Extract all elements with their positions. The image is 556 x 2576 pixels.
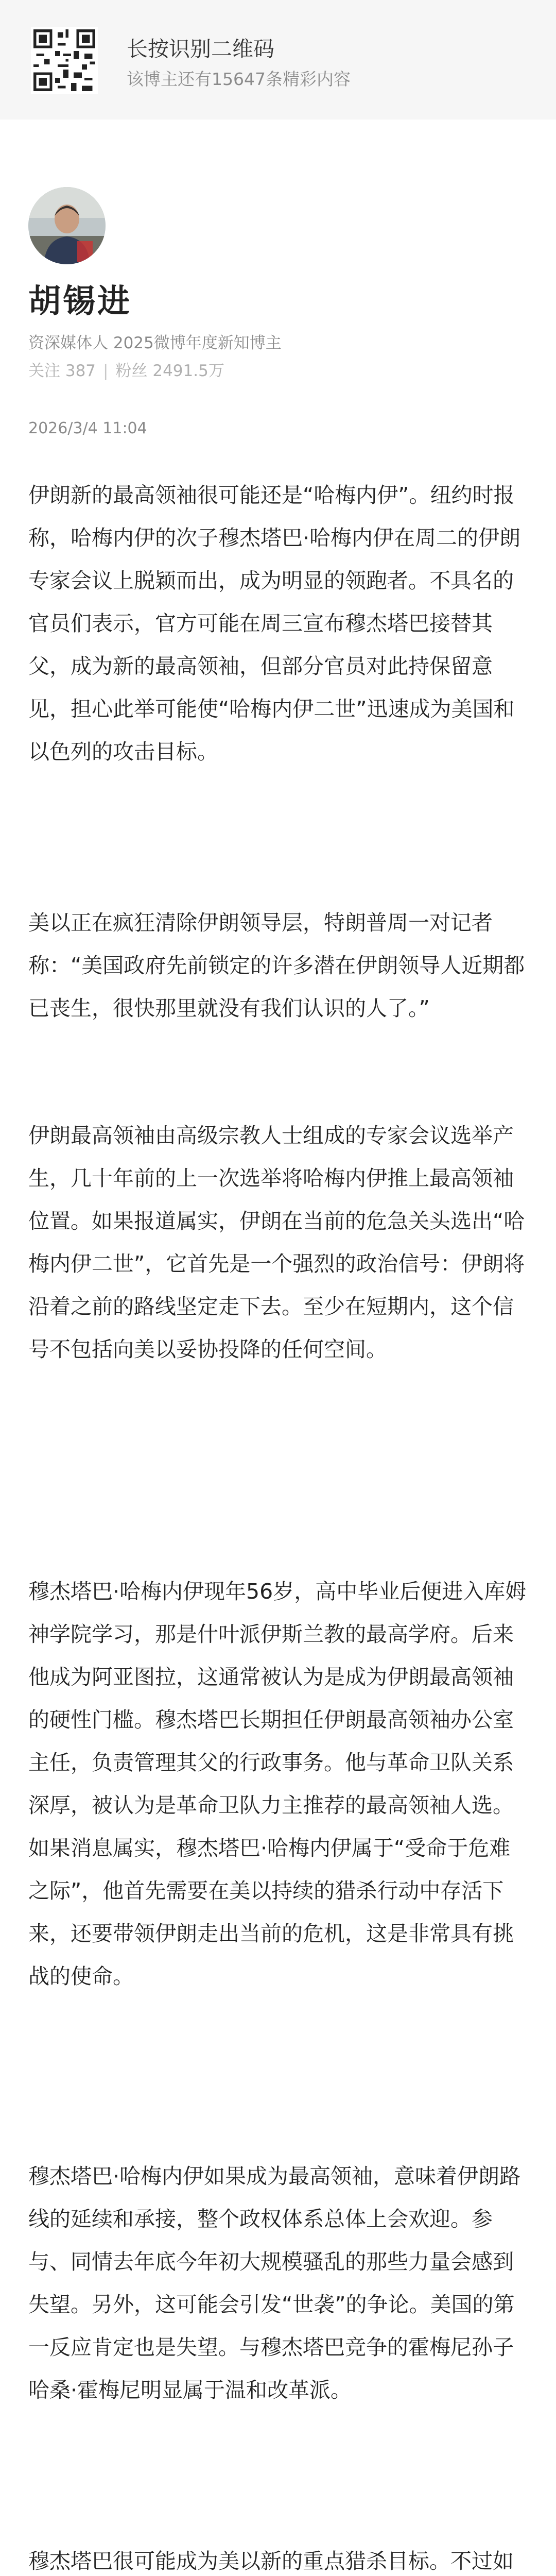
avatar[interactable] <box>28 187 106 264</box>
post-paragraph-2: 美以正在疯狂清除伊朗领导层，特朗普周一对记者称：“美国政府先前锁定的许多潜在伊朗领导人近期都已丧生，很快那里就没有我们认识的人了。” <box>28 910 525 1021</box>
qr-code-icon[interactable] <box>31 27 98 94</box>
post-paragraph-3: 伊朗最高领袖由高级宗教人士组成的专家会议选举产生，几十年前的上一次选举将哈梅内伊推上最高领袖位置。如果报道属实，伊朗在当前的危急关头选出“哈梅内伊二世”，它首先是一个强烈的政治信号：伊朗将沿着之前的路线坚定走下去。至少在短期内，这个信号不包括向美以妥协投降的任何空间。 <box>28 1123 525 1362</box>
post-paragraph-5: 穆杰塔巴·哈梅内伊如果成为最高领袖，意味着伊朗路线的延续和承接，整个政权体系总体上会欢迎。参与、同情去年底今年初大规模骚乱的那些力量会感到失望。另外，这可能会引发“世袭”的争论。美国的第一反应肯定也是失望。与穆杰塔巴竞争的霍梅尼孙子哈桑·霍梅尼明显属于温和改革派。 <box>28 2164 521 2402</box>
follow-label: 关注 <box>28 362 60 380</box>
author-tags: 资深媒体人 2025微博年度新知博主 <box>28 334 282 352</box>
banner-title: 长按识别二维码 <box>127 37 274 61</box>
author-stats: 关注 387 | 粉丝 2491.5万 <box>28 362 224 380</box>
post-date: 2026/3/4 11:04 <box>28 419 147 437</box>
post-paragraph-4: 穆杰塔巴·哈梅内伊现年56岁，高中毕业后便进入库姆神学院学习，那是什叶派伊斯兰教的最高学府。后来他成为阿亚图拉，这通常被认为是成为伊朗最高领袖的硬性门槛。穆杰塔巴长期担任伊朗最高领袖办公室主任，负责管理其父的行政事务。他与革命卫队关系深厚，被认为是革命卫队力主推荐的最高领袖人选。如果消息属实，穆杰塔巴·哈梅内伊属于“受命于危难之际”，他首先需要在美以持续的猎杀行动中存活下来，还要带领伊朗走出当前的危机，这是非常具有挑战的使命。 <box>28 1579 527 1989</box>
post-paragraph-1: 伊朗新的最高领袖很可能还是“哈梅内伊”。纽约时报称，哈梅内伊的次子穆杰塔巴·哈梅内伊在周二的伊朗专家会议上脱颖而出，成为明显的领跑者。不具名的官员们表示，官方可能在周三宣布穆杰塔巴接替其父，成为新的最高领袖，但部分官员对此持保留意见，担心此举可能使“哈梅内伊二世”迅速成为美国和以色列的攻击目标。 <box>28 483 521 764</box>
qr-banner <box>0 0 556 120</box>
fans-label: 粉丝 <box>115 362 148 380</box>
banner-subtitle: 该博主还有15647条精彩内容 <box>127 69 351 89</box>
fans-count: 2491.5万 <box>152 362 224 380</box>
post-paragraph-6: 穆杰塔巴很可能成为美以新的重点猎杀目标。不过如 <box>28 2549 514 2573</box>
author-name[interactable]: 胡锡进 <box>28 282 132 320</box>
follow-count: 387 <box>65 362 96 380</box>
